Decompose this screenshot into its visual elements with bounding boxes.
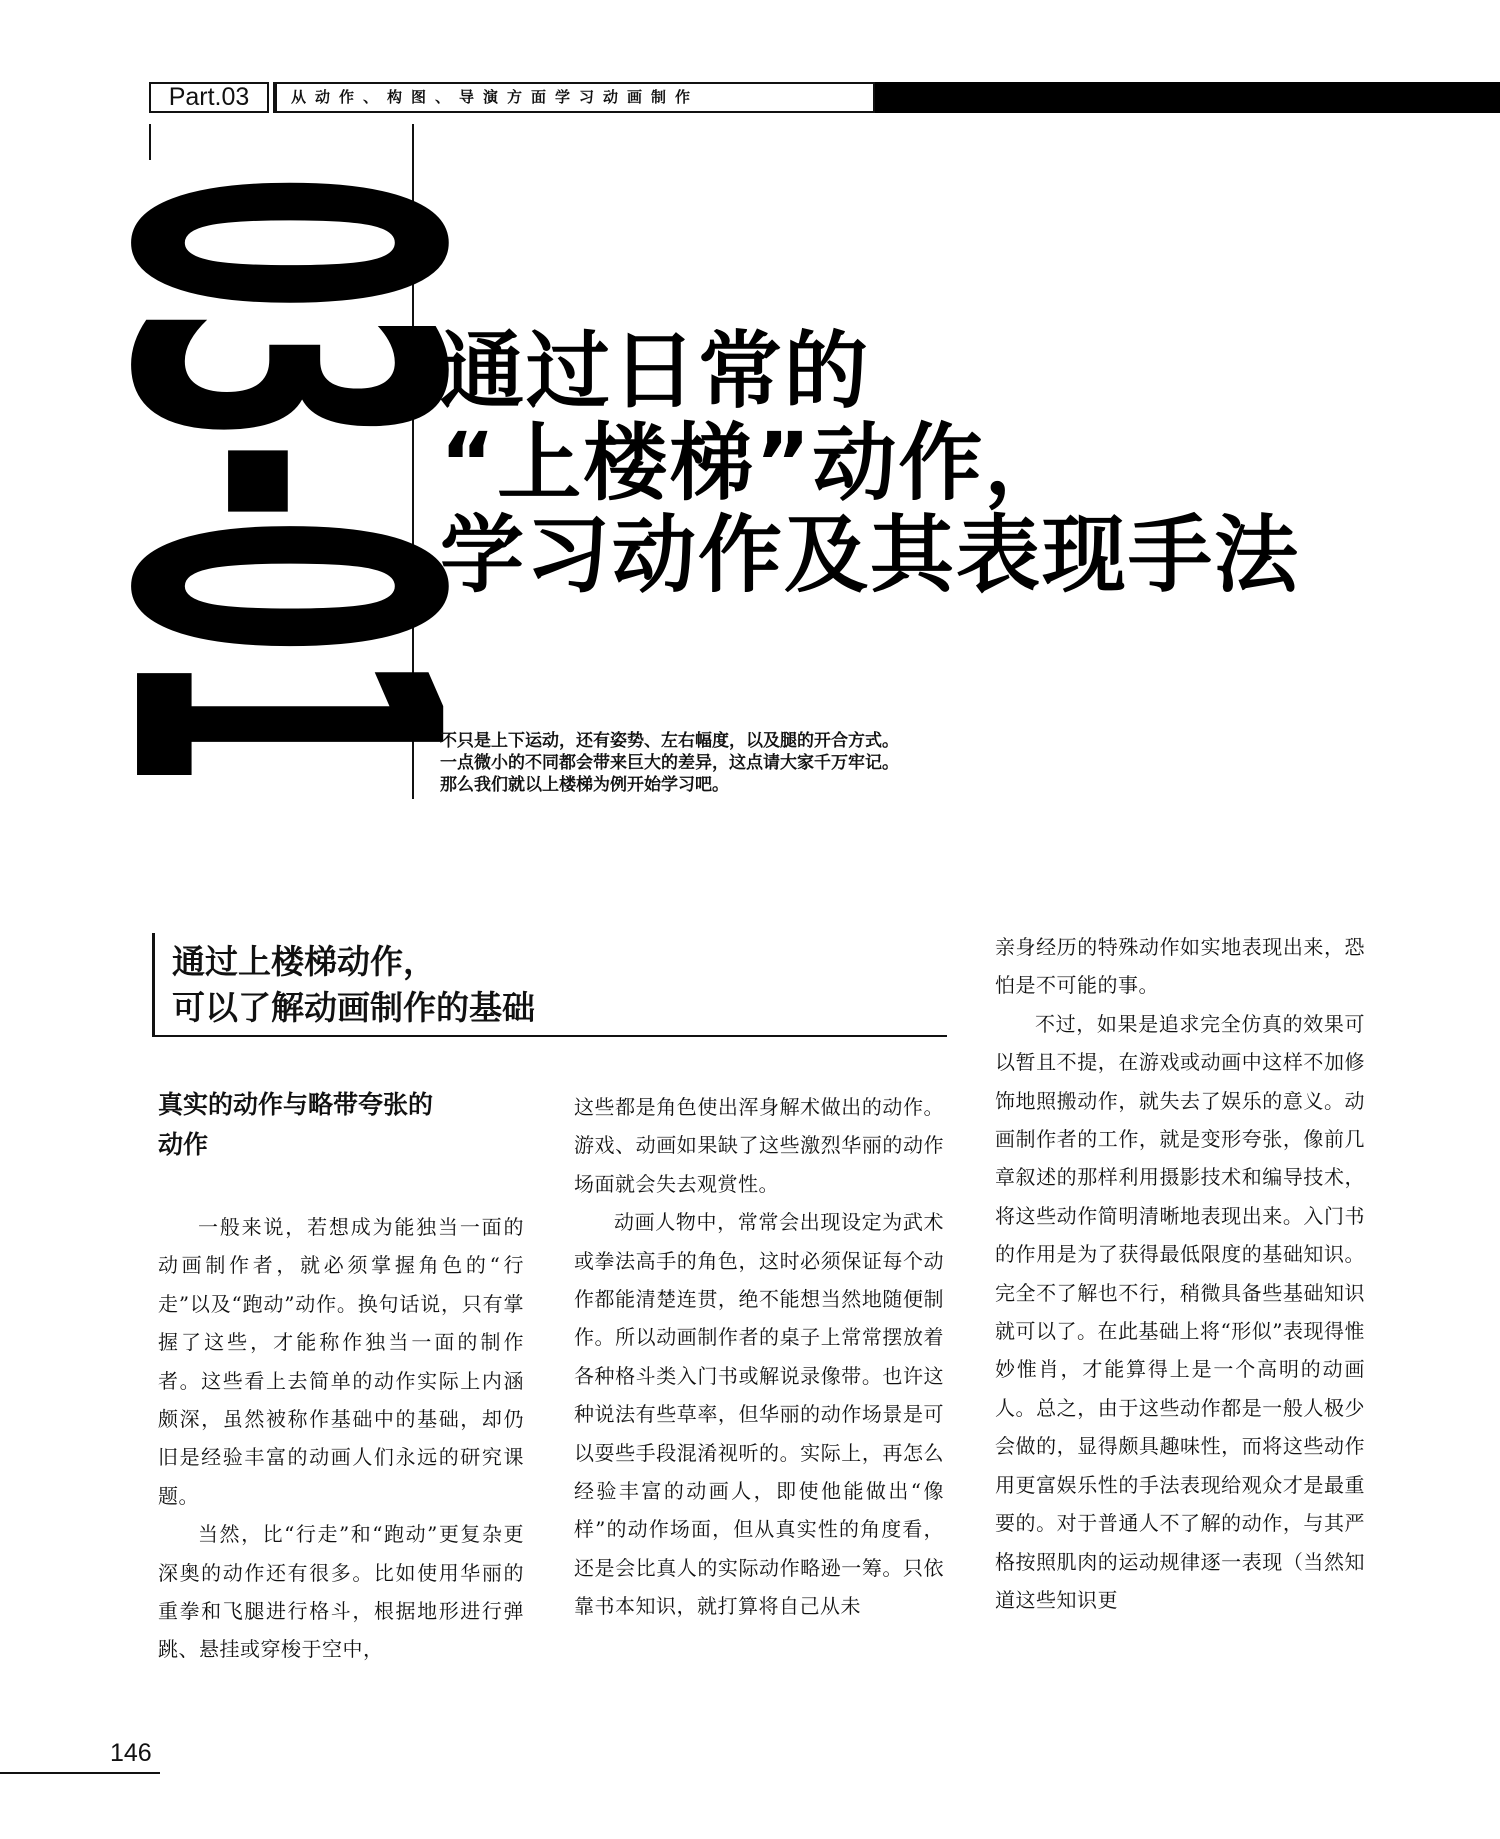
paragraph: 一般来说，若想成为能独当一面的动画制作者，就必须掌握角色的“行走”以及“跑动”动作。换句话说，只有掌握了这些，才能称作独当一面的制作者。这些看上去简单的动作实际上内涵颇深，虽然被称作基础中的基础，却仍旧是经验丰富的动画人们永远的研究课题。 — [158, 1215, 524, 1508]
section-header — [152, 933, 947, 1037]
body-column-1 — [158, 1208, 524, 1669]
section-title-line: 通过上楼梯动作， — [172, 942, 436, 981]
page-number: 146 — [110, 1739, 152, 1767]
chapter-title-line: “上楼梯”动作， — [440, 414, 1071, 512]
paragraph: 不过，如果是追求完全仿真的效果可以暂且不提，在游戏或动画中这样不加修饰地照搬动作，就失去了娱乐的意义。动画制作者的工作，就是变形夸张，像前几章叙述的那样利用摄影技术和编导技术，将这些动作简明清晰地表现出来。入门书的作用是为了获得最低限度的基础知识。完全不了解也不行，稍微具备些基础知识就可以了。在此基础上将“形似”表现得惟妙惟肖，才能算得上是一个高明的动画人。总之，由于这些动作都是一般人极少会做的，显得颇具趣味性，而将这些动作用更富娱乐性的手法表现给观众才是最重要的。对于普通人不了解的动作，与其严格按照肌肉的运动规律逐一表现（当然知道这些知识更 — [995, 1011, 1365, 1612]
paragraph: 动画人物中，常常会出现设定为武术或拳法高手的角色，这时必须保证每个动作都能清楚连贯，绝不能想当然地随便制作。所以动画制作者的桌子上常常摆放着各种格斗类入门书或解说录像带。也许这种说法有些草率，但华丽的动作场景是可以耍些手段混淆视听的。实际上，再怎么经验丰富的动画人，即使他能做出“像样”的动作场面，但从真实性的角度看，还是会比真人的实际动作略逊一筹。只依靠书本知识，就打算将自己从未 — [574, 1210, 944, 1619]
chapter-title-line: 通过日常的 — [440, 322, 871, 420]
chapter-number-text: 03-01 — [36, 173, 526, 783]
footer-rule — [0, 1772, 160, 1774]
chapter-title-line: 学习动作及其表现手法 — [440, 506, 1301, 604]
paragraph: 这些都是角色使出浑身解术做出的动作。游戏、动画如果缺了这些激烈华丽的动作场面就会失去观赏性。 — [574, 1095, 944, 1196]
chapter-intro — [440, 730, 1060, 796]
section-title-line: 可以了解动画制作的基础 — [172, 988, 535, 1027]
chapter-number — [36, 158, 526, 798]
subsection-heading — [158, 1085, 528, 1165]
subsection-heading-line: 真实的动作与略带夸张的 — [158, 1090, 434, 1119]
body-column-2 — [574, 1088, 944, 1626]
header-black-bar — [875, 82, 1500, 113]
part-header — [149, 82, 1500, 113]
subsection-heading-line: 动作 — [158, 1130, 209, 1159]
left-rule — [149, 124, 151, 160]
paragraph: 当然，比“行走”和“跑动”更复杂更深奥的动作还有很多。比如使用华丽的重拳和飞腿进行格斗，根据地形进行弹跳、悬挂或穿梭于空中， — [158, 1522, 524, 1662]
intro-line: 不只是上下运动，还有姿势、左右幅度，以及腿的开合方式。 — [440, 731, 899, 751]
intro-line: 一点微小的不同都会带来巨大的差异，这点请大家千万牢记。 — [440, 753, 899, 773]
section-title — [172, 939, 535, 1031]
paragraph: 亲身经历的特殊动作如实地表现出来，恐怕是不可能的事。 — [995, 935, 1365, 998]
body-column-3 — [995, 928, 1365, 1619]
chapter-title — [440, 322, 1470, 604]
part-subtitle: 从动作、构图、导演方面学习动画制作 — [277, 82, 875, 113]
part-label: Part.03 — [149, 82, 269, 113]
intro-line: 那么我们就以上楼梯为例开始学习吧。 — [440, 775, 729, 795]
